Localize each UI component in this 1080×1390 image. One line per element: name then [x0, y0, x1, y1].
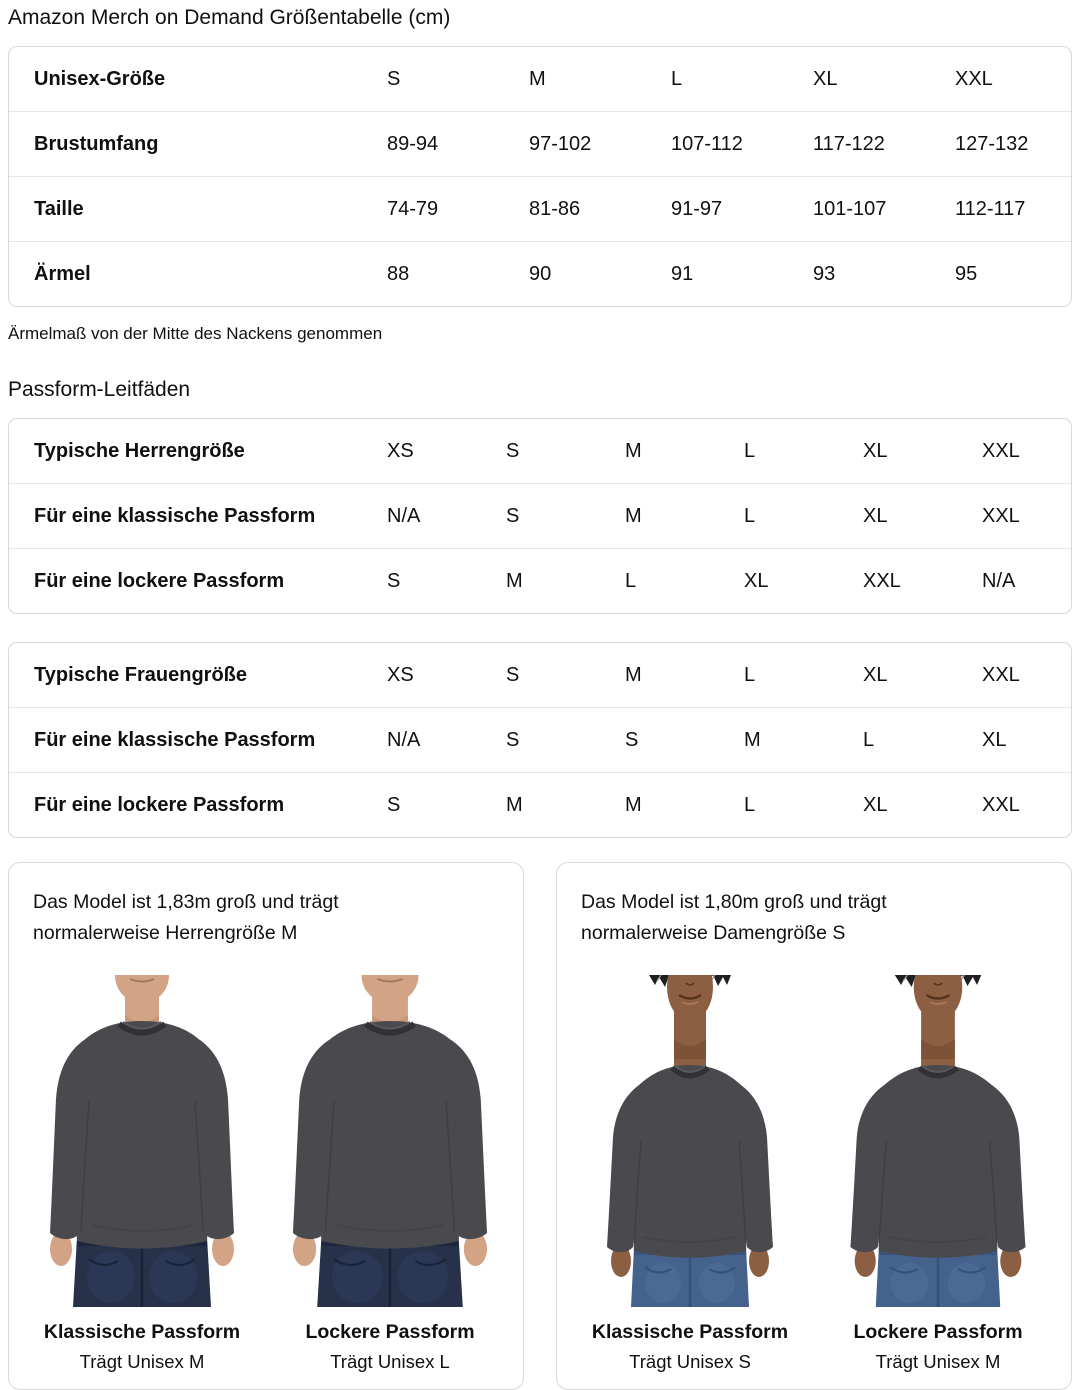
cell-value: XL [863, 504, 888, 527]
cell-value: L [671, 67, 683, 90]
cell-value: XXL [863, 569, 901, 592]
cell-value: S [506, 728, 520, 751]
cell-value: L [625, 569, 637, 592]
cell-value: XXL [982, 504, 1020, 527]
table-row [9, 483, 1071, 548]
fit-guides-heading: Passform-Leitfäden [8, 378, 191, 401]
page-title: Amazon Merch on Demand Größentabelle (cm) [8, 6, 451, 29]
fit-caption-detail: Trägt Unisex L [330, 1351, 450, 1372]
cell-value: S [387, 793, 401, 816]
model-photos [579, 975, 1049, 1307]
cell-value: S [506, 663, 520, 686]
cell-value: XXL [982, 663, 1020, 686]
fit-table-women [8, 642, 1072, 838]
cell-value: 101-107 [813, 197, 887, 220]
cell-value: L [863, 728, 875, 751]
fit-caption [579, 1319, 801, 1377]
model-figure-female [579, 975, 801, 1307]
cell-value: XL [744, 569, 769, 592]
fit-caption-title: Lockere Passform [305, 1321, 475, 1343]
model-photo [31, 975, 253, 1307]
model-captions [31, 1319, 501, 1377]
cell-value: M [625, 663, 642, 686]
model-photo [827, 975, 1049, 1307]
cell-value: L [744, 663, 756, 686]
cell-value: S [387, 569, 401, 592]
cell-value: XXL [982, 439, 1020, 462]
table-row [9, 772, 1071, 837]
table-row [9, 176, 1071, 241]
fit-caption-detail: Trägt Unisex M [79, 1351, 205, 1372]
cell-value: N/A [387, 504, 421, 527]
fit-caption-title: Klassische Passform [43, 1321, 241, 1343]
cell-value: 127-132 [955, 132, 1029, 155]
cell-value: 89-94 [387, 132, 439, 155]
row-label: Typische Herrengröße [34, 439, 245, 462]
cell-value: N/A [387, 728, 421, 751]
cell-value: XL [813, 67, 838, 90]
model-photo [579, 975, 801, 1307]
cell-value: 90 [529, 262, 552, 285]
fit-caption-detail: Trägt Unisex S [629, 1351, 751, 1372]
table-row [9, 707, 1071, 772]
fit-caption-title: Lockere Passform [853, 1321, 1023, 1343]
row-label: Für eine klassische Passform [34, 504, 316, 527]
cell-value: S [387, 67, 401, 90]
cell-value: M [625, 793, 642, 816]
table-row [9, 111, 1071, 176]
cell-value: L [744, 504, 756, 527]
fit-caption-title: Klassische Passform [591, 1321, 789, 1343]
model-card-women [556, 862, 1072, 1390]
row-label: Typische Frauengröße [34, 663, 248, 686]
cell-value: 74-79 [387, 197, 439, 220]
cell-value: S [506, 439, 520, 462]
row-label: Für eine lockere Passform [34, 569, 285, 592]
model-description: Das Model ist 1,80m groß und trägt normalerweise Damengröße S [581, 891, 887, 944]
cell-value: L [744, 439, 756, 462]
cell-value: 88 [387, 262, 410, 285]
row-label: Ärmel [34, 262, 91, 285]
cell-value: 91-97 [671, 197, 723, 220]
model-captions [579, 1319, 1049, 1377]
table-row [9, 241, 1071, 306]
cell-value: 95 [955, 262, 978, 285]
cell-value: XL [982, 728, 1007, 751]
cell-value: N/A [982, 569, 1016, 592]
row-label: Taille [34, 197, 84, 220]
model-figure-male [31, 975, 253, 1307]
model-description: Das Model ist 1,83m groß und trägt normalerweise Herrengröße M [33, 891, 339, 944]
model-card-men [8, 862, 524, 1390]
fit-caption [827, 1319, 1049, 1377]
model-figure-male [279, 975, 501, 1307]
cell-value: L [744, 793, 756, 816]
model-figure-female [827, 975, 1049, 1307]
row-label: Für eine lockere Passform [34, 793, 285, 816]
cell-value: 97-102 [529, 132, 592, 155]
row-label: Unisex-Größe [34, 67, 166, 90]
cell-value: 93 [813, 262, 836, 285]
cell-value: M [506, 793, 523, 816]
cell-value: 107-112 [671, 132, 743, 155]
cell-value: S [625, 728, 639, 751]
cell-value: XL [863, 793, 888, 816]
cell-value: XS [387, 663, 414, 686]
table-row [9, 419, 1071, 483]
size-table [8, 46, 1072, 307]
sleeve-measure-note: Ärmelmaß von der Mitte des Nackens genommen [8, 324, 383, 343]
cell-value: XL [863, 663, 888, 686]
cell-value: XL [863, 439, 888, 462]
cell-value: 81-86 [529, 197, 581, 220]
cell-value: M [506, 569, 523, 592]
cell-value: M [744, 728, 761, 751]
cell-value: 112-117 [955, 197, 1026, 220]
cell-value: S [506, 504, 520, 527]
model-photos [31, 975, 501, 1307]
table-row [9, 548, 1071, 613]
model-photo [279, 975, 501, 1307]
cell-value: XXL [955, 67, 993, 90]
cell-value: 117-122 [813, 132, 885, 155]
fit-table-men [8, 418, 1072, 614]
fit-caption [31, 1319, 253, 1377]
row-label: Für eine klassische Passform [34, 728, 316, 751]
fit-caption-detail: Trägt Unisex M [875, 1351, 1001, 1372]
model-cards [8, 862, 1072, 1390]
cell-value: M [625, 504, 642, 527]
table-row [9, 643, 1071, 707]
row-label: Brustumfang [34, 132, 159, 155]
cell-value: 91 [671, 262, 694, 285]
cell-value: M [529, 67, 546, 90]
fit-caption [279, 1319, 501, 1377]
table-row [9, 47, 1071, 111]
cell-value: XS [387, 439, 414, 462]
cell-value: XXL [982, 793, 1020, 816]
cell-value: M [625, 439, 642, 462]
